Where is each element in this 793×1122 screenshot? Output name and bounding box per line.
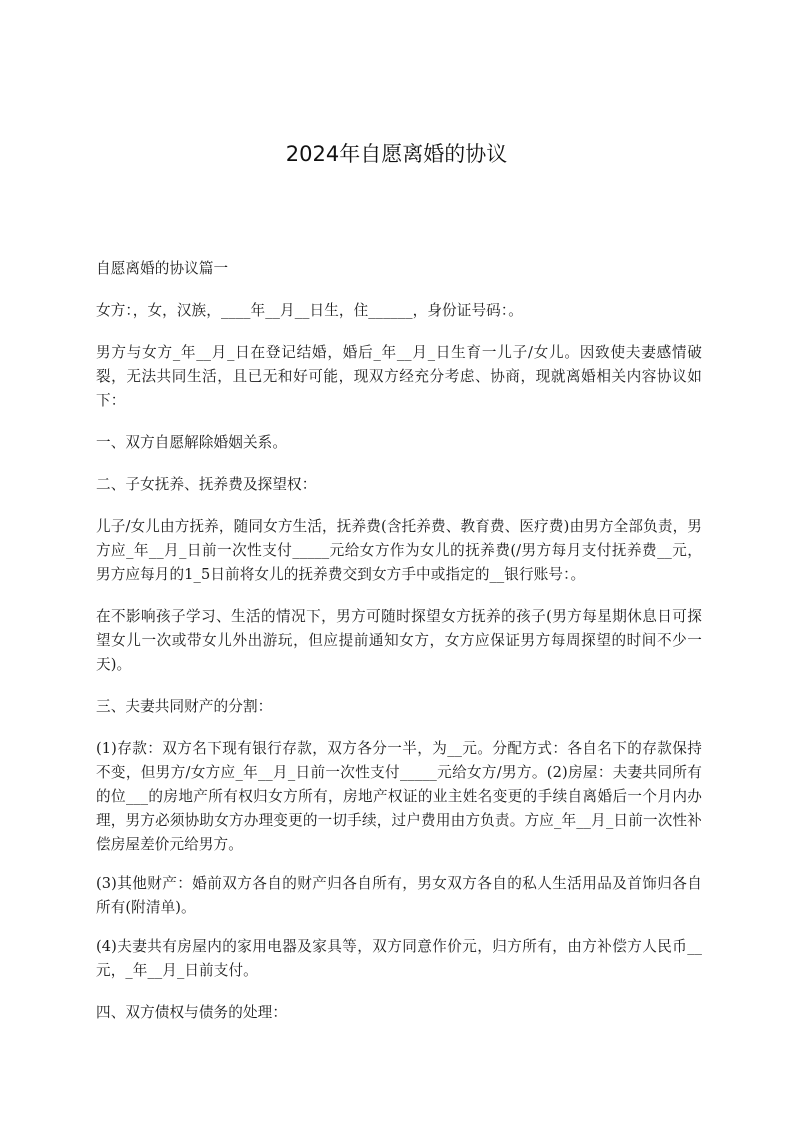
furniture-paragraph: (4)夫妻共有房屋内的家用电器及家具等，双方同意作价元，归方所有，由方补偿方人民币__元，_年__月_日前支付。 <box>96 938 702 979</box>
marriage-background: 男方与女方_年__月_日在登记结婚，婚后_年__月_日生育一儿子/女儿。因致使夫妻感情破裂，无法共同生活，且已无和好可能，现双方经充分考虑、协商，现就离婚相关内容协议如下： <box>96 344 702 409</box>
other-property-paragraph: (3)其他财产：婚前双方各自的财产归各自所有，男女双方各自的私人生活用品及首饰归各自所有(附清单)。 <box>96 875 702 916</box>
document-body <box>96 257 702 1043</box>
section-heading: 自愿离婚的协议篇一 <box>96 260 229 277</box>
child-custody-paragraph: 儿子/女儿由方抚养，随同女方生活，抚养费(含托养费、教育费、医疗费)由男方全部负责，男方应_年__月_日前一次性支付_____元给女方作为女儿的抚养费(/男方每月支付抚养费__元，男方应每月的1_5日前将女儿的抚养费交到女方手中或指定的__银行账号：。 <box>96 518 702 583</box>
clause-4-heading: 四、双方债权与债务的处理： <box>96 1004 288 1021</box>
document-title: 2024年自愿离婚的协议 <box>285 142 508 166</box>
clause-3-heading: 三、夫妻共同财产的分割： <box>96 698 273 715</box>
property-deposit-house-paragraph: (1)存款：双方名下现有银行存款，双方各分一半，为__元。分配方式：各自名下的存款保持不变，但男方/女方应_年__月_日前一次性支付_____元给女方/男方。(2)房屋：夫妻共同所有的位___的房地产所有权归女方所有，房地产权证的业主姓名变更的手续自离婚后一个月内办理，男方必须协助女方办理变更的一切手续，过户费用由方负责。方应_年__月_日前一次性补偿房屋差价元给男方。 <box>96 740 702 853</box>
visitation-paragraph: 在不影响孩子学习、生活的情况下，男方可随时探望女方抚养的孩子(男方每星期休息日可探望女儿一次或带女儿外出游玩，但应提前通知女方，女方应保证男方每周探望的时间不少一天)。 <box>96 608 702 673</box>
clause-1: 一、双方自愿解除婚姻关系。 <box>96 434 288 451</box>
clause-2-heading: 二、子女抚养、抚养费及探望权： <box>96 476 317 493</box>
party-female-info: 女方：，女，汉族，____年__月__日生，住______，身份证号码：。 <box>96 302 523 319</box>
